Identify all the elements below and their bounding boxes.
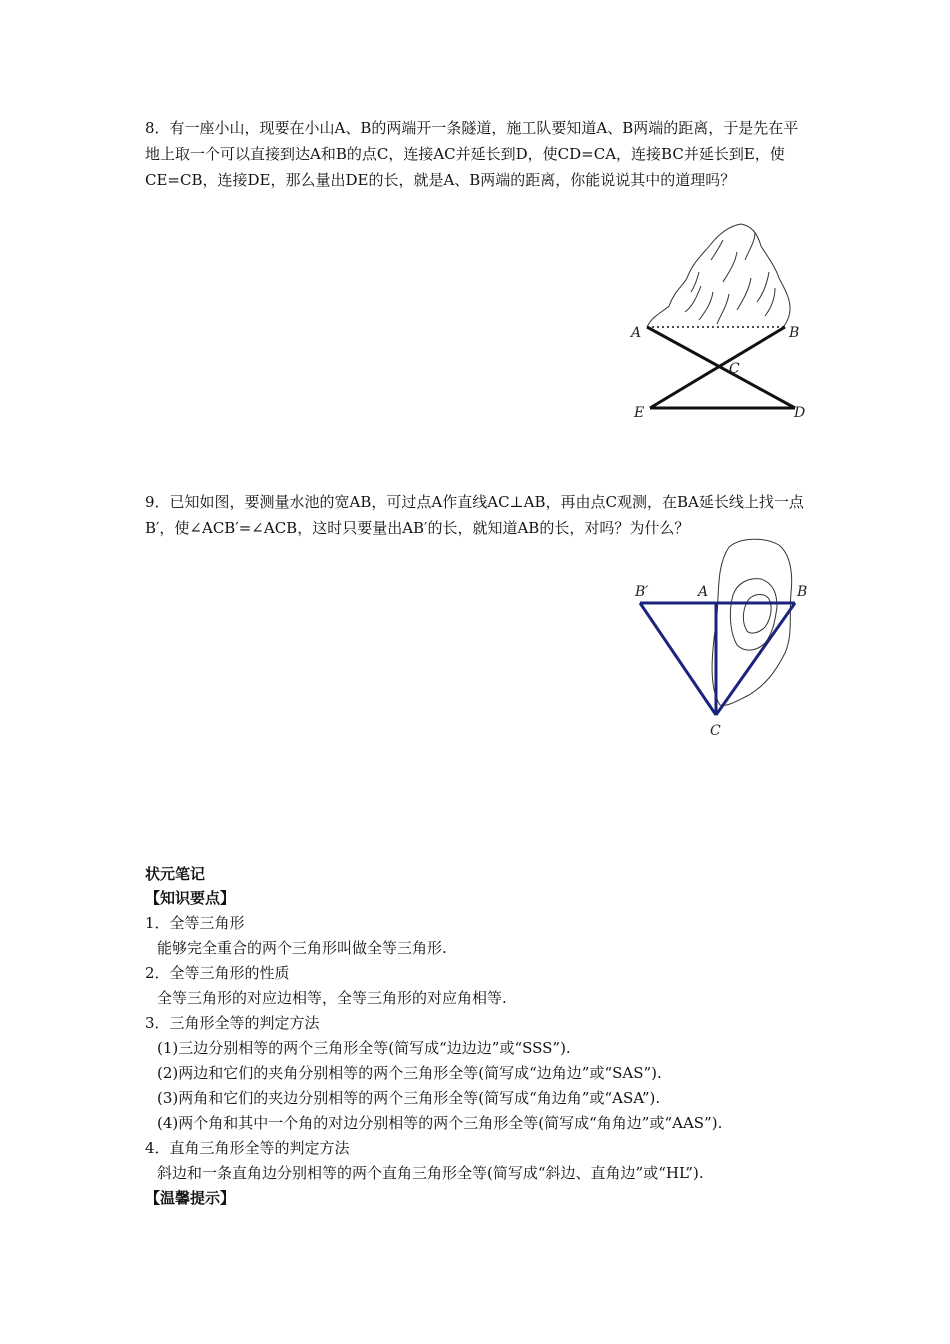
pond-width-figure xyxy=(625,535,815,745)
question-9-text: 9．已知如图，要测量水池的宽AB，可过点A作直线AC⊥AB，再由点C观测，在BA延长线上找一点B′，使∠ACB′=∠ACB，这时只要量出AB′的长，就知道AB的长，对吗？为什么？ xyxy=(145,493,804,537)
note-item: 斜边和一条直角边分别相等的两个直角三角形全等(简写成“斜边、直角边”或“HL”). xyxy=(157,1164,704,1182)
note-item: 4．直角三角形全等的判定方法 xyxy=(145,1139,350,1157)
note-item: 3．三角形全等的判定方法 xyxy=(145,1014,320,1032)
mountain-drawing xyxy=(647,224,790,327)
note-item: (4)两个角和其中一个角的对边分别相等的两个三角形全等(简写成“角角边”或“AAS”). xyxy=(157,1114,723,1132)
segment-b-prime-c xyxy=(640,603,716,715)
note-item: 2．全等三角形的性质 xyxy=(145,964,290,982)
label-c: C xyxy=(710,723,721,739)
section-knowledge-points: 【知识要点】 xyxy=(145,889,236,907)
label-b: B xyxy=(797,584,808,600)
question-8-text: 8．有一座小山，现要在小山A、B的两端开一条隧道，施工队要知道A、B两端的距离，于是先在平地上取一个可以直接到达A和B的点C，连接AC并延长到D，使CD=CA，连接BC并延长到E，使CE=CB，连接DE，那么量出DE的长，就是A、B两端的距离，你能说说其中的道理吗？ xyxy=(145,119,799,189)
segment-bc xyxy=(716,603,795,715)
notes-title: 状元笔记 xyxy=(145,865,206,883)
label-c: C xyxy=(729,361,740,377)
mountain-tunnel-figure xyxy=(625,220,815,425)
label-a: A xyxy=(631,325,642,341)
note-item: 能够完全重合的两个三角形叫做全等三角形. xyxy=(157,939,447,957)
note-item: (1)三边分别相等的两个三角形全等(简写成“边边边”或“SSS”). xyxy=(157,1039,571,1057)
label-e: E xyxy=(634,405,645,421)
label-b: B xyxy=(789,325,800,341)
note-item: (2)两边和它们的夹角分别相等的两个三角形全等(简写成“边角边”或“SAS”). xyxy=(157,1064,662,1082)
note-item: (3)两角和它们的夹边分别相等的两个三角形全等(简写成“角边角”或“ASA”). xyxy=(157,1089,661,1107)
label-a: A xyxy=(698,584,709,600)
label-b-prime: B′ xyxy=(635,584,649,600)
label-d: D xyxy=(794,405,806,421)
section-warm-tips: 【温馨提示】 xyxy=(145,1189,236,1207)
note-item: 1．全等三角形 xyxy=(145,914,245,932)
note-item: 全等三角形的对应边相等，全等三角形的对应角相等. xyxy=(157,989,507,1007)
